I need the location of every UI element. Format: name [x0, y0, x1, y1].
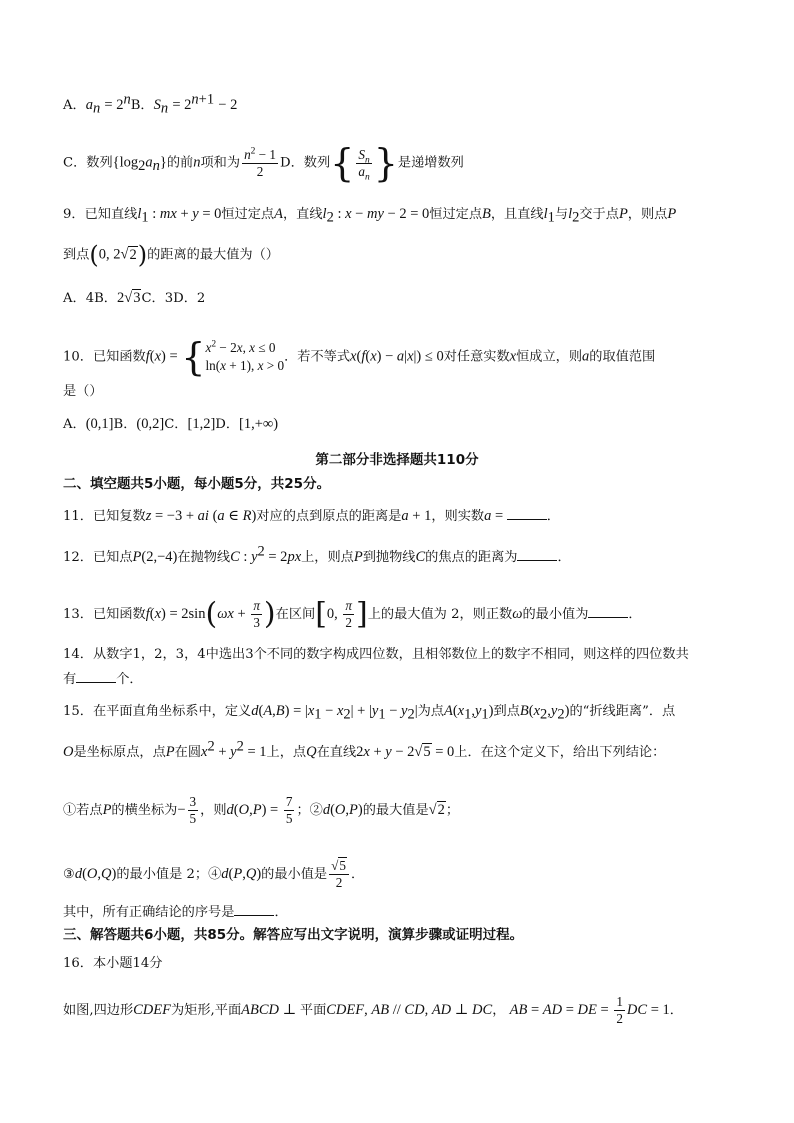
q8-options-line2: C．数列$\{\log_2a_n\}$的前n项和为 $\frac{n^2 - 1}{2}$ D．数列{ $\frac{S_n}{a_n}$ }是递增数列 [63, 141, 464, 185]
q15-line5: 其中，所有正确结论的序号是 ． [63, 905, 288, 920]
q14-line1: 14．从数字1，2，3，4中选出3个不同的数字构成四位数，且相邻数位上的数字不相同，则这样的四位数共 [63, 647, 689, 662]
q16-line1: 如图,四边形CDEF为矩形,平面ABCD ⊥ 平面CDEF, AB // CD, AD ⊥ DC， AB = AD = DE = $\frac{1}{2}$ DC = 1． [63, 994, 683, 1026]
q16-header: 16．本小题14分 [63, 956, 163, 971]
q9-options: A．4B．2√3C．3D．2 [63, 290, 206, 306]
q10-line2: 是（） [63, 384, 103, 399]
section2-title: 二、填空题共5小题，每小题5分，共25分。 [63, 476, 331, 492]
q10-line1: 10．已知函数f(x) = { $x^2 - 2x$, x ≤ 0 ln(x + 1), x > 0 ．若不等式x(f(x) − a|x|) ≤ 0对任意实数x恒成立，则a的取值范围 [63, 335, 656, 379]
q14-line2: 有 个． [63, 672, 143, 687]
q15-line3: ①若点P的横坐标为− $\frac{3}{5}$ ，则d(O,P) = $\frac{7}{5}$ ；②d(O,P)的最大值是√2； [63, 794, 460, 826]
q8-options-line1: A．$a_n = 2^nB$．$S_n = 2^{n+1} - 2$ [63, 91, 238, 117]
section3-title: 三、解答题共6小题，共85分。解答应写出文字说明，演算步骤或证明过程。 [63, 927, 524, 943]
q10-options: A．(0,1]B．(0,2]C．[1,2]D．[1,+∞) [63, 416, 279, 432]
q12: 12．已知点P(2,−4)在抛物线C : $y^2 = 2px$上，则点P到抛物线C的焦点的距离为 ． [63, 543, 571, 565]
q11: 11．已知复数z = −3 + ai (a ∈ R)对应的点到原点的距离是a + 1，则实数a = ． [63, 508, 560, 524]
q9-line1: 9．已知直线$l_1$ : mx + y = 0恒过定点A，直线$l_2$ : x − my − 2 = 0恒过定点B，且直线$l_1$与$l_2$交于点P，则点P [63, 206, 677, 226]
q9-line2: 到点(0, 2√2)的距离的最大值为（） [63, 241, 279, 269]
q15-line4: ③d(O,Q)的最小值是 2；④d(P,Q)的最小值是 $\frac{√5}{2}$ ． [63, 858, 365, 890]
q13: 13．已知函数f(x) = 2sin(ωx + $\frac{\pi}{3}$ )在区间[0, $\frac{\pi}{2}$ ]上的最大值为 2，则正数ω的最小值为 ． [63, 596, 642, 632]
part2-title: 第二部分非选择题共110分 [315, 452, 479, 468]
q15-line1: 15．在平面直角坐标系中，定义$d(A,B) = |x_1 - x_2| + |y_1 - y_2|$为点$A(x_1,y_1)$到点$B(x_2,y_2)$的“折线距离”．点 [63, 703, 676, 723]
q15-line2: O是坐标原点，点P在圆$x^2 + y^2 = 1$上，点Q在直线2x + y − 2√5 = 0上．在这个定义下，给出下列结论： [63, 738, 666, 760]
